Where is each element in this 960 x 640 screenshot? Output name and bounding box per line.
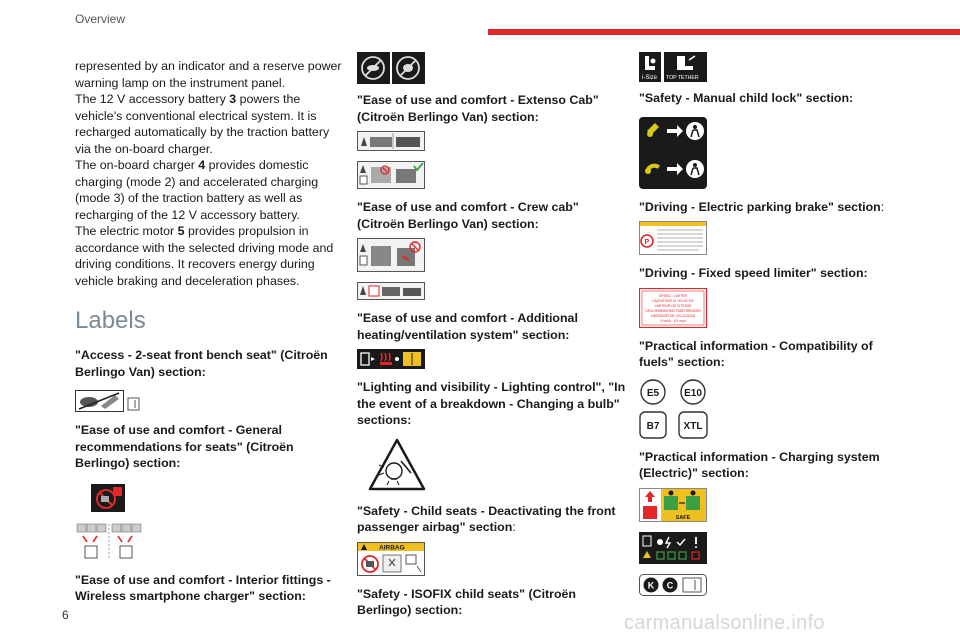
airbag-label-text: AIRBAG (379, 544, 405, 551)
svg-text:P: P (644, 239, 650, 246)
section-child-lock: "Safety - Manual child lock" section: (639, 91, 854, 105)
fuel-labels-row-2 (639, 411, 899, 439)
heating-ventilation-label-icon (357, 349, 627, 369)
page-number: 6 (62, 608, 69, 622)
isofix-labels-row (639, 52, 899, 82)
header-accent-bar (488, 29, 960, 35)
isize-text: i-Size (642, 75, 658, 81)
section-speed-limiter: "Driving - Fixed speed limiter" section: (639, 266, 868, 280)
column-middle (357, 52, 627, 619)
limiter-line-4: GESCHWINDIGKEITSBEGRENZER (645, 308, 701, 313)
section-seat-recommendations: "Ease of use and comfort - General recommendations for seats" (Citroën Berlingo) section: (75, 423, 294, 470)
section-heating-ventilation: "Ease of use and comfort - Additional heating/ventilation system" section: (357, 311, 578, 342)
section-charging-system: "Practical information - Charging system (Electric)" section: (639, 449, 880, 480)
section-parking-brake: "Driving - Electric parking brake" section: (639, 199, 885, 214)
fuel-e10: E10 (684, 387, 702, 399)
fuel-e5: E5 (646, 387, 660, 399)
crew-cab-label-icon (357, 238, 627, 272)
section-isofix: "Safety - ISOFIX child seats" (Citroën Berlingo) section: (357, 586, 576, 617)
page-header-title: Overview (75, 12, 126, 26)
crew-cab-warning-label-icon (357, 282, 627, 300)
paragraph-reserve: represented by an indicator and a reserve power warning lamp on the instrument panel. (75, 59, 342, 90)
section-airbag: "Safety - Child seats - Deactivating the front passenger airbag" section: (357, 503, 616, 534)
airbag-label-icon (357, 542, 627, 576)
charging-status-label-icon (639, 532, 899, 564)
fuel-xtl: XTL (683, 420, 703, 432)
bench-seat-label-icon (75, 390, 345, 412)
connector-k: K (647, 580, 655, 590)
top-tether-text: TOP TETHER (666, 75, 699, 81)
limiter-line-6: X km/h - XX mph (660, 318, 686, 323)
safe-text: SAFE (675, 514, 691, 521)
section-bench-seat: "Access - 2-seat front bench seat" (Citroën Berlingo Van) section: (75, 348, 328, 379)
limiter-line-1: SPEED - LIMITER (659, 293, 687, 298)
seat-recommendation-label-icon (91, 484, 345, 512)
paragraph-onboard-charger: The on-board charger 4 provides domestic charging (mode 2) and accelerated charging (mode 3) of the traction battery as well as recharging of the 12 V accessory battery. (75, 158, 319, 222)
speed-limiter-label-icon (639, 288, 899, 328)
extenso-cab-check-label-icon (357, 161, 627, 189)
connector-c: C (666, 580, 674, 590)
section-extenso-cab: "Ease of use and comfort - Extenso Cab" (Citroën Berlingo Van) section: (357, 93, 599, 124)
section-lighting-bulb: "Lighting and visibility - Lighting control", "In the event of a breakdown - Changing a bulb" sections: (357, 380, 626, 427)
labels-heading: Labels (75, 307, 146, 334)
column-right (639, 52, 899, 606)
watermark: carmanualsonline.info (624, 612, 825, 634)
charging-connector-label-icon (639, 574, 899, 596)
charging-safe-label-icon (639, 488, 899, 522)
paragraph-electric-motor: The electric motor 5 provides propulsion in accordance with the selected driving mode and driving conditions. It recovers energy during vehicle braking and deceleration phases. (75, 224, 334, 288)
child-lock-label-icon (639, 117, 899, 189)
extenso-cab-warning-label-icon (357, 131, 627, 151)
rear-seats-label-icon (75, 522, 345, 562)
fuel-b7: B7 (646, 420, 660, 432)
section-fuel-compatibility: "Practical information - Compatibility of fuels" section: (639, 338, 873, 369)
limiter-line-2: LIMITATORE DI VELOCITA (652, 298, 694, 303)
column-left (75, 58, 345, 605)
section-crew-cab: "Ease of use and comfort - Crew cab" (Citroën Berlingo Van) section: (357, 200, 579, 231)
fuel-labels-row-1 (639, 379, 899, 405)
paragraph-accessory-battery: The 12 V accessory battery 3 powers the vehicle’s conventional electrical system. It is recharged automatically by the traction battery via the on-board charger. (75, 92, 330, 156)
limiter-line-3: LIMITEUR DE VITESSE (654, 303, 692, 308)
parking-brake-label-icon (639, 221, 899, 255)
lighting-warning-label-icon (367, 437, 627, 493)
extenso-cab-label-icon (357, 52, 627, 84)
limiter-line-5: LIMITADOR DE VELOCIDAD (650, 313, 696, 318)
section-wireless-charger: "Ease of use and comfort - Interior fittings - Wireless smartphone charger" section: (75, 572, 331, 603)
